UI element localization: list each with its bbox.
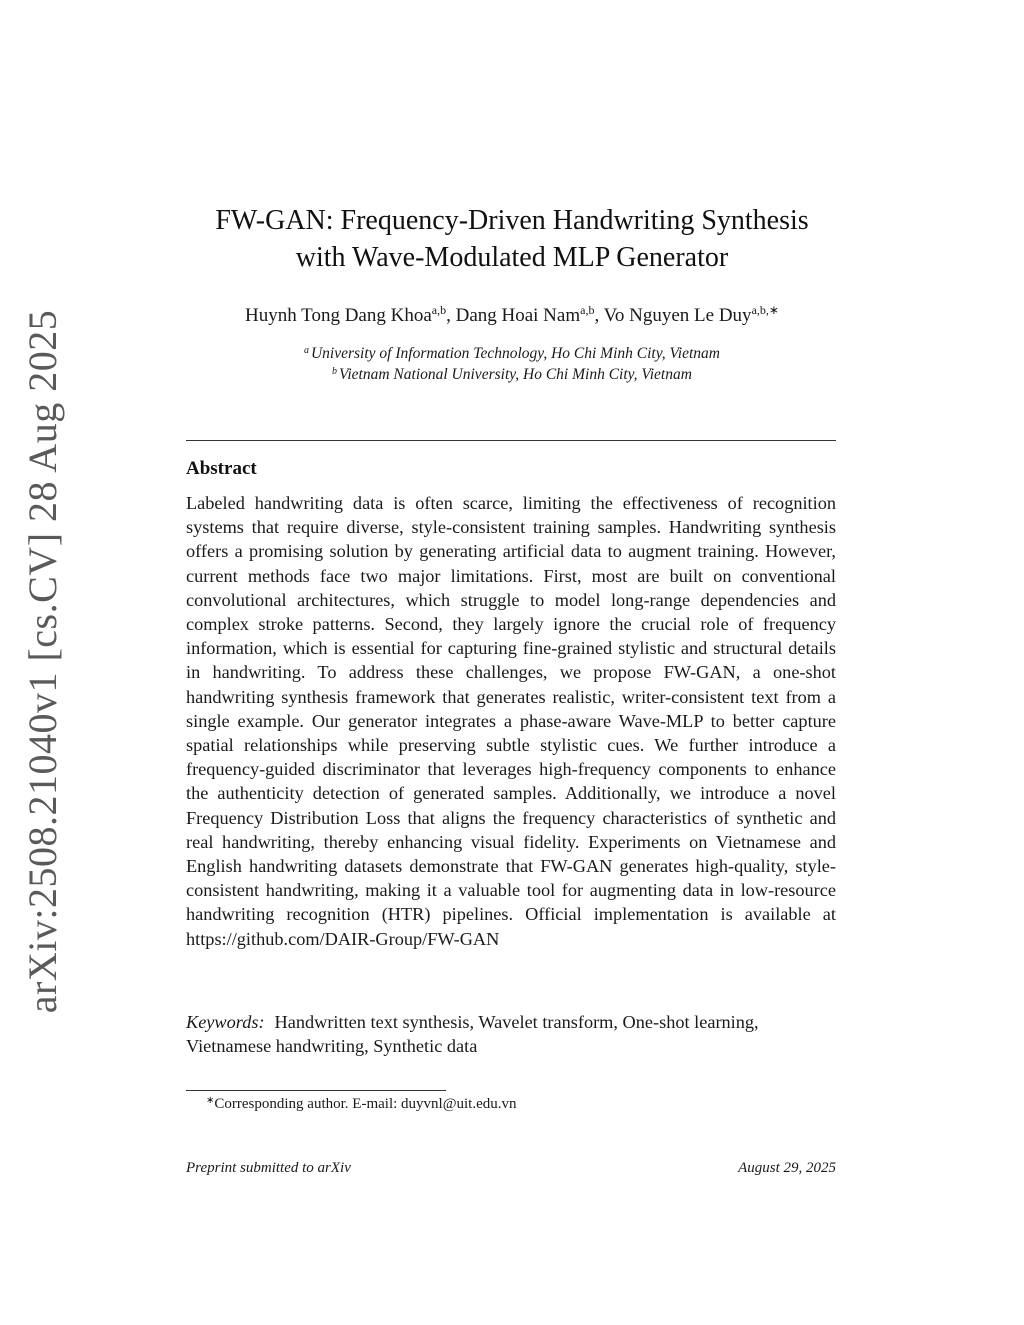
affiliations (0, 343, 1024, 385)
footnote (206, 1096, 517, 1113)
affiliation-item (0, 364, 1024, 385)
footnote-rule (186, 1090, 446, 1091)
affiliation-mark: a (303, 345, 309, 356)
title-line-2: with Wave-Modulated MLP Generator (295, 242, 729, 273)
footnote-text: Corresponding author. E-mail: duyvnl@uit.edu.vn (214, 1096, 517, 1112)
author-affiliation-mark: a,b (431, 303, 447, 317)
paper-title (0, 202, 1024, 276)
abstract-heading: Abstract (186, 458, 257, 479)
author-name: Huynh Tong Dang Khoa (245, 305, 432, 326)
author-list (0, 305, 1024, 327)
abstract-text: Labeled handwriting data is often scarce, limiting the effectiveness of recognition systems that require diverse, style-consistent training samples. Handwriting synthesis offers a promising solution by generating artificial data to augment training. However, current methods face two major limitations. First, most are built on conventional convolutional architectures, which struggle to model long-range dependencies and complex stroke patterns. Second, they largely ignore the crucial role of frequency information, which is essential for capturing fine-grained stylistic and structural details in handwriting. To address these challenges, we propose FW-GAN, a one-shot handwriting synthesis framework that generates realistic, writer-consistent text from a single example. Our generator integrates a phase-aware Wave-MLP to better capture spatial relationships while preserving subtle stylistic cues. We further introduce a frequency-guided discriminator that leverages high-frequency components to enhance the authenticity detection of generated samples. Additionally, we introduce a novel Frequency Distribution Loss that aligns the frequency characteristics of synthetic and real handwriting, thereby enhancing visual fidelity. Experiments on Vietnamese and English handwriting datasets demonstrate that FW-GAN generates high-quality, style-consistent handwriting, making it a valuable tool for augmenting data in low-resource handwriting recognition (HTR) pipelines. Official implementation is available at https://github.com/DAIR-Group/FW-GAN (186, 493, 836, 949)
author-separator: , (594, 305, 604, 326)
author-name: Vo Nguyen Le Duy (603, 305, 752, 326)
footer-preprint-note: Preprint submitted to arXiv (186, 1160, 351, 1176)
keywords-label: Keywords: (186, 1012, 265, 1032)
footer-date: August 29, 2025 (738, 1160, 836, 1176)
keywords (186, 1010, 786, 1058)
title-line-1: FW-GAN: Frequency-Driven Handwriting Synthesis (215, 205, 809, 236)
affiliation-mark: b (332, 366, 338, 377)
arxiv-side-stamp (12, 309, 74, 1013)
abstract-top-rule (186, 440, 836, 441)
keywords-text: Handwritten text synthesis, Wavelet transform, One-shot learning, Vietnamese handwriting, Synthetic data (186, 1012, 759, 1057)
arxiv-identifier: arXiv:2508.21040v1 [cs.CV] 28 Aug 2025 (20, 309, 66, 1013)
affiliation-text: Vietnam National University, Ho Chi Minh City, Vietnam (339, 366, 692, 383)
affiliation-item (0, 343, 1024, 364)
author-affiliation-mark: a,b,∗ (751, 303, 779, 317)
author-separator: , (446, 305, 456, 326)
author-affiliation-mark: a,b (580, 303, 595, 317)
footnote-mark: ∗ (206, 1095, 215, 1106)
affiliation-text: University of Information Technology, Ho Chi Minh City, Vietnam (310, 345, 720, 362)
author-name: Dang Hoai Nam (455, 305, 581, 326)
